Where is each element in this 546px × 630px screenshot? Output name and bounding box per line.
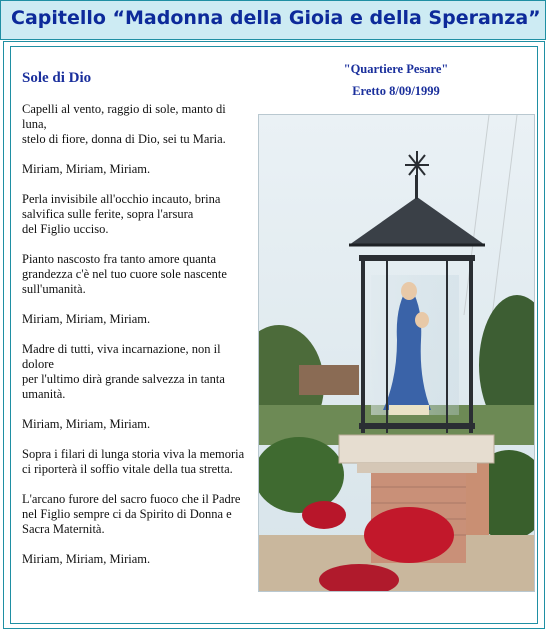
shrine-photo [258,114,535,592]
poem-line: Miriam, Miriam, Miriam. [22,162,151,176]
poem-line: nel Figlio sempre ci da Spirito di Donna e [22,507,232,521]
poem-line: Miriam, Miriam, Miriam. [22,417,151,431]
caption-location: "Quartiere Pesare" [343,62,449,76]
poem-stanza [22,447,258,477]
poem-stanza [22,342,258,402]
poem-line: stelo di fiore, donna di Dio, sei tu Maria. [22,132,226,146]
poem-line: Miriam, Miriam, Miriam. [22,552,151,566]
poem [22,68,258,582]
poem-line: salvifica sulle ferite, sopra l'arsura [22,207,194,221]
poem-line: per l'ultimo dirà grande salvezza in tanta [22,372,225,386]
poem-line: ci riporterà il soffio vitale della tua stretta. [22,462,233,476]
poem-line: dolore [22,357,54,371]
poem-line: umanità. [22,387,66,401]
poem-line: grandezza c'è nel tuo cuore sole nascente [22,267,227,281]
poem-stanza [22,552,258,567]
poem-line: L'arcano furore del sacro fuoco che il Padre [22,492,241,506]
poem-line: Sopra i filari di lunga storia viva la memoria [22,447,245,461]
poem-stanza [22,102,258,147]
poem-stanza [22,492,258,537]
poem-line: luna, [22,117,47,131]
poem-stanza [22,192,258,237]
poem-line: Miriam, Miriam, Miriam. [22,312,151,326]
caption-date: Eretto 8/09/1999 [352,84,440,98]
poem-stanza [22,417,258,432]
poem-title: Sole di Dio [22,70,92,86]
poem-line: Perla invisibile all'occhio incauto, brina [22,192,221,206]
poem-line: Pianto nascosto fra tanto amore quanta [22,252,217,266]
poem-line: sull'umanità. [22,282,86,296]
poem-stanza [22,162,258,177]
poem-line: del Figlio ucciso. [22,222,109,236]
poem-stanza [22,312,258,327]
poem-body [22,102,258,567]
page-title: Capitello “Madonna della Gioia e della Speranza” [11,7,541,29]
poem-line: Sacra Maternità. [22,522,105,536]
poem-stanza [22,252,258,297]
poem-line: Capelli al vento, raggio di sole, manto di [22,102,226,116]
page-header [0,0,546,40]
poem-line: Madre di tutti, viva incarnazione, non il [22,342,221,356]
